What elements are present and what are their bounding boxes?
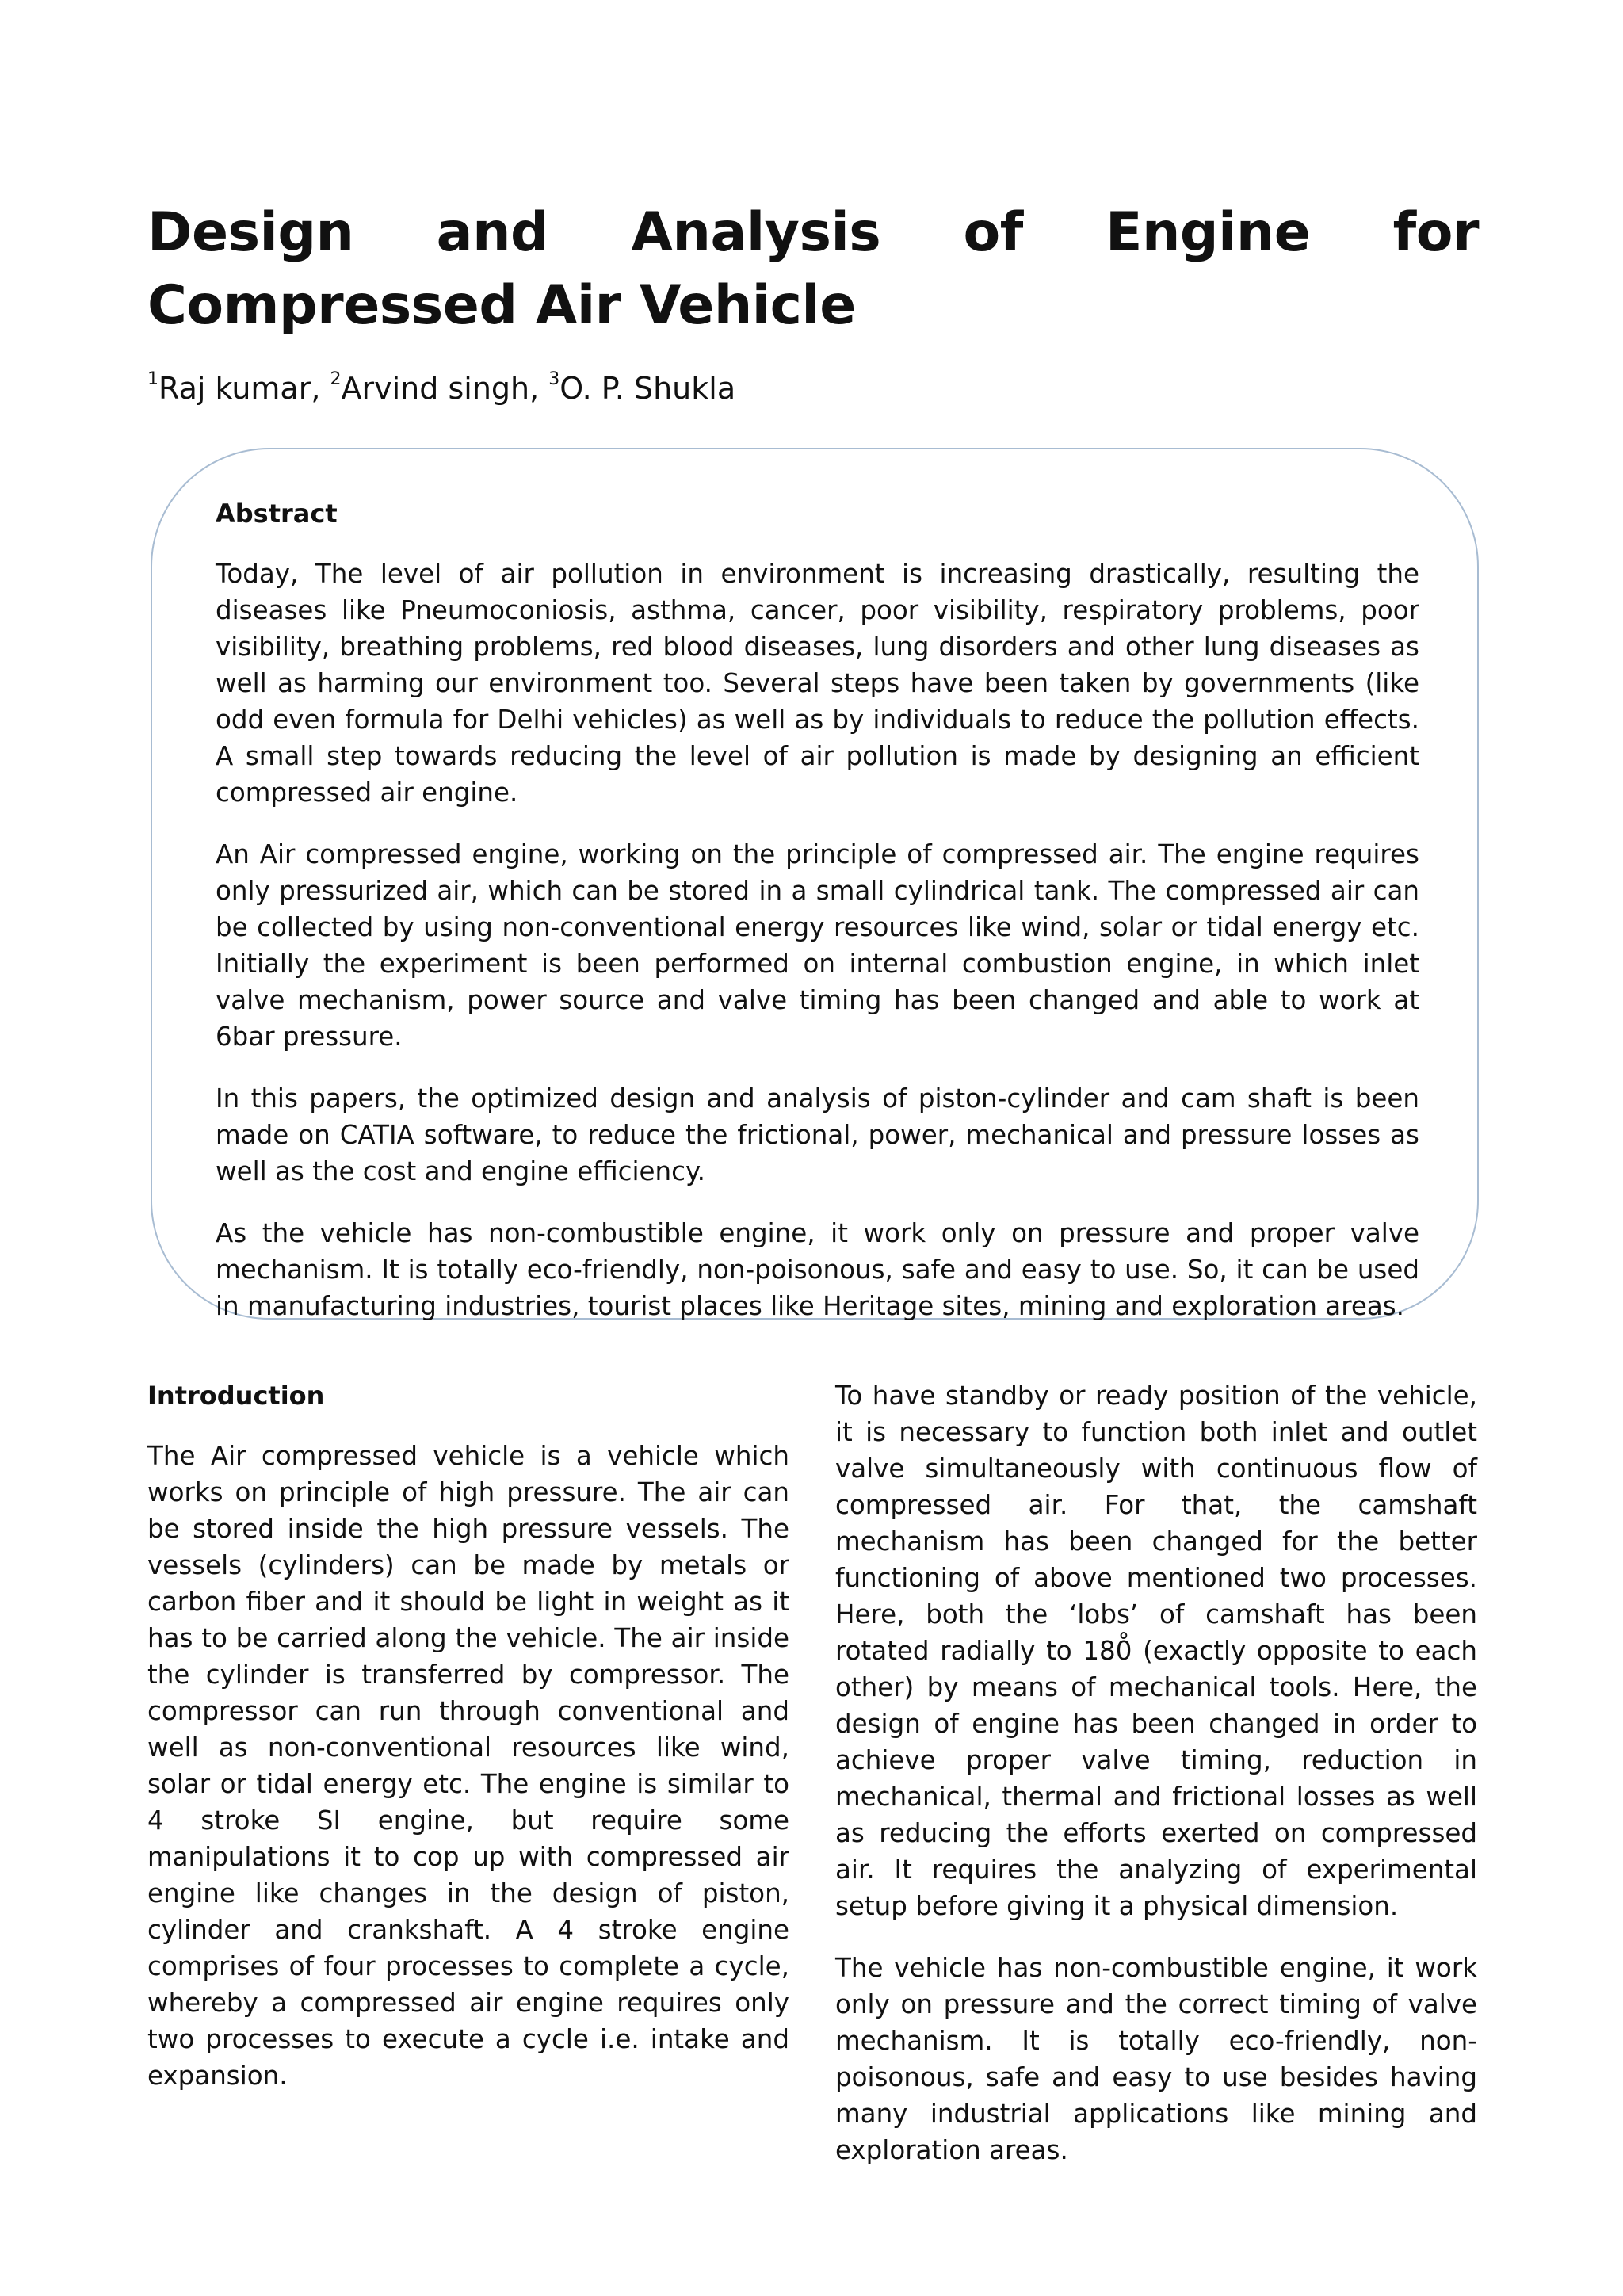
author-3-mark: 3 <box>548 369 560 389</box>
author-3-name: O. P. Shukla <box>559 371 736 406</box>
abstract-paragraph: Today, The level of air pollution in environment is increasing drastically, resulting the diseases like Pneumoconiosis, asthma, cancer, poor visibility, respiratory problems, poor visibility, breathing problems, red blood diseases, lung disorders and other lung diseases as well as harming our environment too. Several steps have been taken by governments (like odd even formula for Delhi vehicles) as well as by individuals to reduce the pollution effects. A small step towards reducing the level of air pollution is made by designing an efficient compressed air engine. <box>216 559 1419 808</box>
introduction-heading: Introduction <box>147 1381 325 1411</box>
abstract-paragraph: In this papers, the optimized design and analysis of piston-cylinder and cam shaft is been made on CATIA software, to reduce the frictional, power, mechanical and pressure losses as well as the cost and engine efficiency. <box>216 1083 1419 1186</box>
author-separator: , <box>311 371 330 406</box>
author-separator: , <box>529 371 549 406</box>
abstract-box <box>151 448 1479 1320</box>
abstract-paragraph: As the vehicle has non-combustible engine, it work only on pressure and proper valve mechanism. It is totally eco-friendly, non-poisonous, safe and easy to use. So, it can be used in manufacturing industries, tourist places like Heritage sites, mining and exploration areas. <box>216 1218 1419 1321</box>
author-list <box>147 366 735 411</box>
author-1-mark: 1 <box>147 369 158 389</box>
introduction-paragraph: The Air compressed vehicle is a vehicle which works on principle of high pressure. The air can be stored inside the high pressure vessels. The vessels (cylinders) can be made by metals or carbon fiber and it should be light in weight as it has to be carried along the vehicle. The air inside the cylinder is transferred by compressor. The compressor can run through conventional and well as non-conventional resources like wind, solar or tidal energy etc. The engine is similar to 4 stroke SI engine, but require some manipulations it to cop up with compressed air engine like changes in the design of piston, cylinder and crankshaft. A 4 stroke engine comprises of four processes to complete a cycle, whereby a compressed air engine requires only two processes to execute a cycle i.e. intake and expansion. <box>147 1441 789 2091</box>
right-column <box>835 1377 1477 2194</box>
abstract-content <box>216 495 1419 1350</box>
author-2-mark: 2 <box>330 369 342 389</box>
body-paragraph: The vehicle has non-combustible engine, it work only on pressure and the correct timing of valve mechanism. It is totally eco-friendly, non-poisonous, safe and easy to use besides having many industrial applications like mining and exploration areas. <box>835 1953 1477 2165</box>
body-paragraph: To have standby or ready position of the vehicle, it is necessary to function both inlet and outlet valve simultaneously with continuous flow of compressed air. For that, the camshaft mechanism has been changed for the better functioning of above mentioned two processes. Here, both the ‘lobs’ of camshaft has been rotated radially to 180̊ (exactly opposite to each other) by means of mechanical tools. Here, the design of engine has been changed in order to achieve proper valve timing, reduction in mechanical, thermal and frictional losses as well as reducing the efforts exerted on compressed air. It requires the analyzing of experimental setup before giving it a physical dimension. <box>835 1381 1477 1921</box>
abstract-paragraph: An Air compressed engine, working on the principle of compressed air. The engine requires only pressurized air, which can be stored in a small cylindrical tank. The compressed air can be collected by using non-conventional energy resources like wind, solar or tidal energy etc. Initially the experiment is been performed on internal combustion engine, in which inlet valve mechanism, power source and valve timing has been changed and able to work at 6bar pressure. <box>216 839 1419 1052</box>
paper-title: Design and Analysis of Engine for Compressed Air Vehicle <box>147 201 1479 337</box>
abstract-heading: Abstract <box>216 499 338 529</box>
author-1-name: Raj kumar <box>158 371 311 406</box>
left-column <box>147 1377 789 2119</box>
author-2-name: Arvind singh <box>341 371 530 406</box>
